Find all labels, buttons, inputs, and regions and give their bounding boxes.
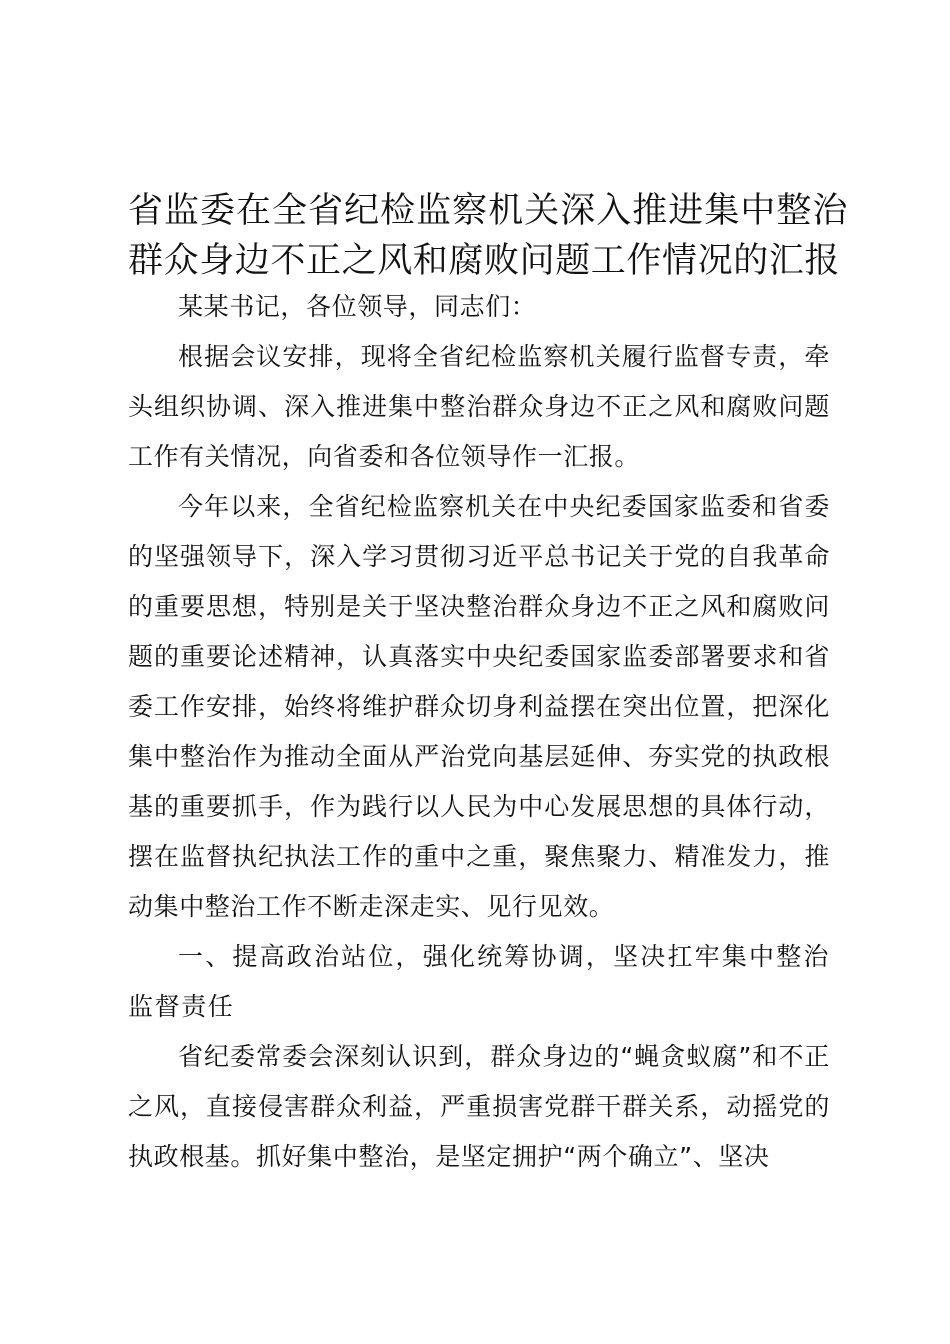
section-paragraph: 省纪委常委会深刻认识到，群众身边的“蝇贪蚁腐”和不正之风，直接侵害群众利益，严重损害党群干群关系，动摇党的执政根基。抓好集中整治，是坚定拥护“两个确立”、坚决 <box>128 1042 830 1171</box>
paragraph-intro: 根据会议安排，现将全省纪检监察机关履行监督专责，牵头组织协调、深入推进集中整治群众身边不正之风和腐败问题工作有关情况，向省委和各位领导作一汇报。 <box>128 342 830 471</box>
salutation: 某某书记，各位领导，同志们： <box>178 292 537 321</box>
document-body <box>128 282 830 1182</box>
paragraph-overview: 今年以来，全省纪检监察机关在中央纪委国家监委和省委的坚强领导下，深入学习贯彻习近平总书记关于党的自我革命的重要思想，特别是关于坚决整治群众身边不正之风和腐败问题的重要论述精神，认真落实中央纪委国家监委部署要求和省委工作安排，始终将维护群众切身利益摆在突出位置，把深化集中整治作为推动全面从严治党向基层延伸、夯实党的执政根基的重要抓手，作为践行以人民为中心发展思想的具体行动，摆在监督执纪执法工作的重中之重，聚焦聚力、精准发力，推动集中整治工作不断走深走实、见行见效。 <box>128 492 830 921</box>
section-heading: 一、提高政治站位，强化统筹协调，坚决扛牢集中整治监督责任 <box>128 942 830 1021</box>
document-title: 省监委在全省纪检监察机关深入推进集中整治群众身边不正之风和腐败问题工作情况的汇报 <box>128 191 848 281</box>
